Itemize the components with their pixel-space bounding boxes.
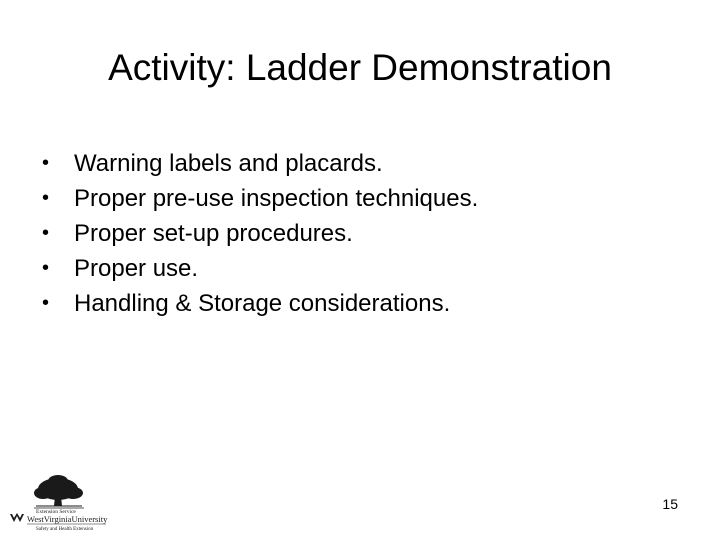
bullet-text: Handling & Storage considerations. — [74, 290, 451, 317]
bullet-item — [40, 251, 478, 286]
bullet-icon: • — [42, 257, 50, 279]
logo-line3: Safety and Health Extension — [36, 527, 94, 532]
bullet-icon: • — [42, 292, 50, 314]
wvu-extension-logo — [6, 472, 110, 534]
bullet-icon: • — [42, 152, 50, 174]
bullet-item — [40, 286, 478, 321]
logo-line2: WestVirginiaUniversity — [27, 514, 108, 524]
tree-logo-icon — [34, 475, 83, 506]
bullet-icon: • — [42, 222, 50, 244]
page-number: 15 — [662, 496, 678, 512]
bullet-text: Proper set-up procedures. — [74, 220, 353, 247]
bullet-text: Proper use. — [74, 255, 199, 282]
bullet-list — [40, 146, 478, 321]
flying-wv-icon — [10, 513, 24, 522]
bullet-item — [40, 216, 478, 251]
bullet-item — [40, 146, 478, 181]
slide-title: Activity: Ladder Demonstration — [108, 47, 612, 88]
bullet-text: Proper pre-use inspection techniques. — [74, 185, 479, 212]
bullet-text: Warning labels and placards. — [74, 150, 383, 177]
logo-line1: Extension Service — [36, 509, 76, 515]
bullet-icon: • — [42, 187, 50, 209]
bullet-item — [40, 181, 478, 216]
